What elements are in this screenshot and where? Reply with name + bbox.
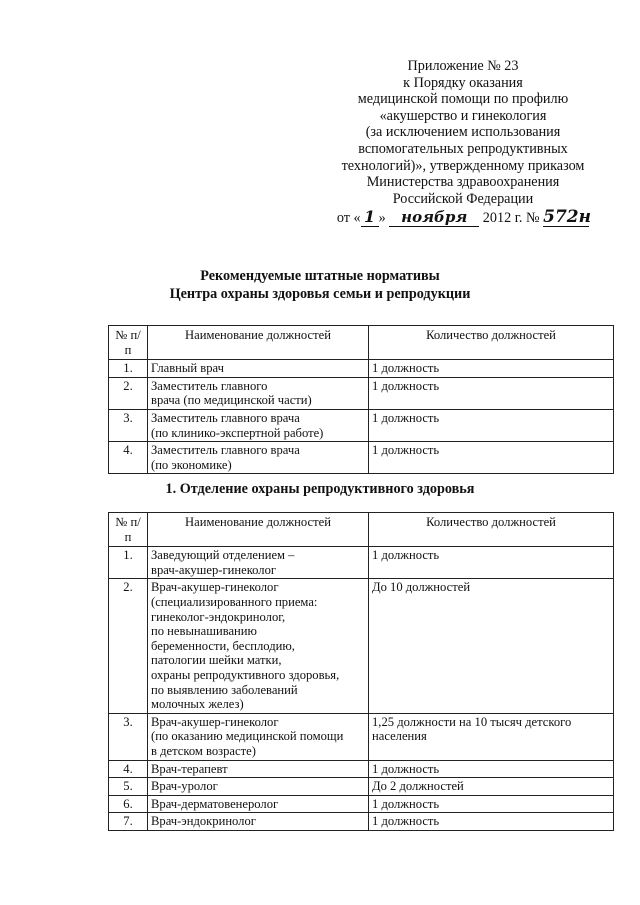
table-row: [109, 442, 614, 474]
row-name: Врач-терапевт: [148, 760, 369, 778]
row-count: 1 должность: [369, 377, 614, 409]
date-prefix: от «: [336, 210, 361, 227]
appendix-line: (за исключением использования: [365, 124, 561, 141]
row-count: 1 должность: [369, 795, 614, 813]
row-count: 1 должность: [369, 547, 614, 579]
table-row: [109, 547, 614, 579]
table-row: [109, 377, 614, 409]
document-title: [0, 268, 640, 303]
appendix-header: [312, 58, 614, 227]
date-year: 2012 г. №: [482, 210, 540, 227]
title-line-1: Рекомендуемые штатные нормативы: [200, 268, 440, 284]
row-num: 1.: [109, 360, 148, 378]
row-num: 3.: [109, 409, 148, 441]
row-count: 1 должность: [369, 760, 614, 778]
row-count: 1,25 должности на 10 тысяч детского населения: [369, 713, 614, 760]
row-name: Врач-дерматовенеролог: [148, 795, 369, 813]
row-count: 1 должность: [369, 360, 614, 378]
header-num: № п/п: [109, 326, 148, 360]
row-count: 1 должность: [369, 813, 614, 831]
row-count: 1 должность: [369, 442, 614, 474]
handwritten-month: ноября: [389, 209, 479, 227]
appendix-line: к Порядку оказания: [403, 74, 523, 91]
appendix-line: вспомогательных репродуктивных: [358, 140, 568, 157]
row-count: 1 должность: [369, 409, 614, 441]
row-count: До 2 должностей: [369, 778, 614, 796]
row-name: Заведующий отделением – врач-акушер-гинеколог: [148, 547, 369, 579]
table-row: [109, 713, 614, 760]
table-header-row: [109, 326, 614, 360]
row-num: 2.: [109, 377, 148, 409]
table-row: [109, 760, 614, 778]
row-num: 5.: [109, 778, 148, 796]
center-staff-table: [108, 325, 614, 474]
row-num: 6.: [109, 795, 148, 813]
table-row: [109, 579, 614, 713]
row-name: Заместитель главного врача (по клинико-экспертной работе): [148, 409, 369, 441]
header-count: Количество должностей: [369, 513, 614, 547]
section-title: 1. Отделение охраны репродуктивного здоровья: [165, 481, 475, 497]
appendix-line: технологий)», утвержденному приказом: [341, 157, 585, 174]
row-count: До 10 должностей: [369, 579, 614, 713]
header-num: № п/п: [109, 513, 148, 547]
appendix-line: медицинской помощи по профилю: [357, 91, 569, 108]
department-staff-table: [108, 512, 614, 831]
row-name: Врач-эндокринолог: [148, 813, 369, 831]
row-name: Врач-акушер-гинеколог (специализированного приема: гинеколог-эндокринолог, по невынашиванию беременности, бесплодию, патологии шейки матки, охраны репродуктивного здоровья, по выявлению заболеваний молочных желез): [148, 579, 369, 713]
header-name: Наименование должностей: [148, 326, 369, 360]
row-num: 2.: [109, 579, 148, 713]
table-row: [109, 360, 614, 378]
table-row: [109, 795, 614, 813]
table-row: [109, 778, 614, 796]
title-line-2: Центра охраны здоровья семьи и репродукции: [169, 285, 471, 302]
order-date-line: [312, 209, 614, 227]
row-name: Заместитель главного врача (по экономике): [148, 442, 369, 474]
header-count: Количество должностей: [369, 326, 614, 360]
appendix-line: Российской Федерации: [392, 190, 534, 207]
row-num: 1.: [109, 547, 148, 579]
row-name: Заместитель главного врача (по медицинской части): [148, 377, 369, 409]
row-name: Главный врач: [148, 360, 369, 378]
appendix-line: Приложение № 23: [407, 58, 519, 74]
row-num: 4.: [109, 442, 148, 474]
row-name: Врач-уролог: [148, 778, 369, 796]
handwritten-order-number: 572н: [543, 207, 592, 228]
appendix-line: «акушерство и гинекология: [379, 107, 547, 124]
date-mid: »: [378, 210, 386, 227]
row-name: Врач-акушер-гинеколог (по оказанию медицинской помощи в детском возрасте): [148, 713, 369, 760]
header-name: Наименование должностей: [148, 513, 369, 547]
row-num: 3.: [109, 713, 148, 760]
table-header-row: [109, 513, 614, 547]
row-num: 7.: [109, 813, 148, 831]
table-row: [109, 813, 614, 831]
row-num: 4.: [109, 760, 148, 778]
handwritten-day: 1: [361, 209, 379, 227]
table-row: [109, 409, 614, 441]
appendix-line: Министерства здравоохранения: [366, 174, 560, 191]
